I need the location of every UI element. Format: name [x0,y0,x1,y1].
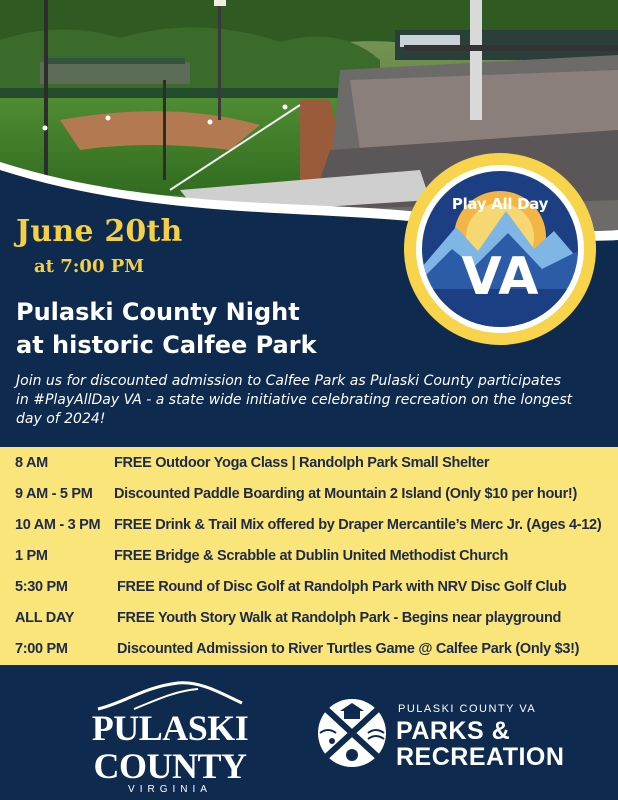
schedule-event: FREE Youth Story Walk at Randolph Park - Begins near playground [117,609,562,626]
schedule-time: 5:30 PM [15,578,68,595]
schedule-row [0,571,618,602]
schedule-list [0,447,618,665]
county-logo-line-2: COUNTY [93,746,247,786]
schedule-event: FREE Outdoor Yoga Class | Randolph Park Small Shelter [114,454,490,471]
county-logo-line-1: PULASKI [91,708,249,748]
event-headline [16,296,436,362]
event-intro: Join us for discounted admission to Calfee Park as Pulaski County participates in #PlayAllDay VA - a state wide initiative celebrating recreation on the longest day of 2024! [16,373,573,427]
schedule-time: 7:00 PM [15,640,68,657]
schedule-time: ALL DAY [15,609,75,626]
headline-line-2: at historic Calfee Park [16,331,317,359]
schedule-event: Discounted Admission to River Turtles Game @ Calfee Park (Only $3!) [117,640,580,657]
schedule-event: FREE Bridge & Scrabble at Dublin United Methodist Church [114,547,509,564]
headline-line-1: Pulaski County Night [16,298,300,326]
badge-va-text: VA [461,247,539,307]
parks-logo-line-1: PULASKI COUNTY VA [398,703,537,715]
event-time: at 7:00 PM [34,256,145,277]
county-logo-line-3: VIRGINIA [128,784,212,795]
schedule-time: 1 PM [15,547,48,564]
play-all-day-va-badge [404,153,596,345]
schedule-time: 10 AM - 3 PM [15,516,101,533]
event-date: June 20th [16,214,183,249]
schedule-event: FREE Round of Disc Golf at Randolph Park with NRV Disc Golf Club [117,578,567,595]
badge-core [422,171,578,327]
mountain-icon [94,681,246,711]
schedule-row [0,478,618,509]
badge-title: Play All Day [451,195,549,213]
schedule-time: 9 AM - 5 PM [15,485,93,502]
footer [0,665,618,800]
pulaski-county-logo [80,677,260,795]
schedule-event: Discounted Paddle Boarding at Mountain 2 Island (Only $10 per hour!) [114,485,577,502]
schedule-row [0,447,618,478]
badge-ring [416,165,584,333]
parks-seal-icon [316,697,388,769]
parks-logo-line-3: RECREATION [396,743,565,771]
parks-logo-line-2: PARKS & [396,717,511,745]
schedule-time: 8 AM [15,454,48,471]
schedule-row [0,509,618,540]
schedule-row [0,633,618,664]
schedule-row [0,602,618,633]
schedule-event: FREE Drink & Trail Mix offered by Draper Mercantile’s Merc Jr. (Ages 4-12) [114,516,602,533]
schedule-row [0,540,618,571]
